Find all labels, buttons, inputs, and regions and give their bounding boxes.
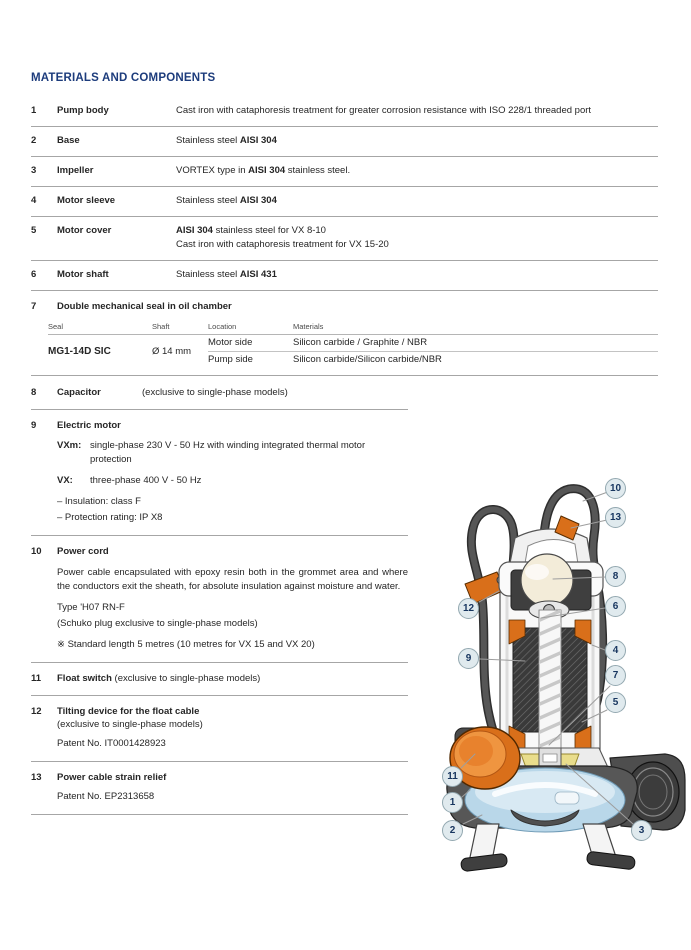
component-label: Power cord [57, 546, 109, 558]
seal-materials: Silicon carbide/Silicon carbide/NBR [293, 354, 442, 366]
component-number: 1 [31, 105, 37, 116]
component-label: Electric motor [57, 419, 121, 431]
component-description: Cast iron with cataphoresis treatment for greater corrosion resistance with ISO 228/1 threaded port [176, 105, 592, 116]
component-number: 9 [31, 419, 37, 431]
motor-spec-vx [57, 474, 408, 488]
component-row [31, 261, 658, 291]
callout-8: 8 [605, 566, 626, 587]
model-spec: single-phase 230 V - 50 Hz with winding integrated thermal motor protection [90, 439, 366, 466]
table-row [208, 335, 658, 352]
callout-4: 4 [605, 640, 626, 661]
component-label: Motor shaft [57, 269, 109, 281]
component-label: Power cable strain relief [57, 772, 167, 784]
protection-rating: – Protection rating: IP X8 [57, 512, 163, 524]
component-number: 6 [31, 269, 37, 281]
seal-location: Pump side [208, 354, 253, 366]
insulation-class: – Insulation: class F [57, 496, 141, 508]
callout-10: 10 [605, 478, 626, 499]
component-note: (exclusive to single-phase models) [57, 719, 203, 731]
seal-table-body [48, 335, 658, 368]
callout-2: 2 [442, 820, 463, 841]
component-number: 13 [31, 772, 42, 784]
component-label: Tilting device for the float cable [57, 706, 200, 718]
col-header-location: Location [208, 321, 237, 331]
callout-6: 6 [605, 596, 626, 617]
component-label: Float switch [57, 672, 112, 684]
motor-spec-vxm [57, 439, 408, 467]
callout-5: 5 [605, 692, 626, 713]
component-number: 8 [31, 386, 37, 398]
component-row [31, 217, 658, 261]
component-number: 12 [31, 706, 42, 718]
seal-location: Motor side [208, 337, 253, 349]
component-description: Stainless steel AISI 304 [176, 135, 277, 147]
row-power-cord [31, 536, 408, 663]
component-description: AISI 304 stainless steel for VX 8-10 Cast iron with cataphoresis treatment for VX 15-20 [176, 225, 389, 251]
col-header-materials: Materials [293, 321, 324, 331]
seal-shaft-diameter: Ø 14 mm [152, 345, 192, 357]
component-description: Stainless steel AISI 304 [176, 195, 277, 207]
callout-3: 3 [631, 820, 652, 841]
component-label: Base [57, 135, 80, 147]
table-row [208, 352, 658, 368]
component-note: (exclusive to single-phase models) [111, 672, 261, 684]
pump-illustration [425, 458, 691, 873]
component-number: 2 [31, 135, 37, 147]
component-list [31, 97, 658, 291]
row-capacitor [31, 376, 408, 410]
row-mechanical-seal [31, 291, 658, 375]
component-number: 3 [31, 165, 37, 177]
component-label: Double mechanical seal in oil chamber [57, 301, 232, 313]
page-title: MATERIALS AND COMPONENTS [31, 72, 216, 84]
seal-materials: Silicon carbide / Graphite / NBR [293, 337, 428, 349]
col-header-seal: Seal [48, 321, 64, 331]
component-number: 11 [31, 672, 42, 684]
schuko-note: (Schuko plug exclusive to single-phase models) [57, 617, 258, 629]
component-row [31, 157, 658, 187]
row-tilting-device [31, 696, 408, 762]
callout-9: 9 [458, 648, 479, 669]
component-number: 5 [31, 225, 37, 237]
component-label: Motor cover [57, 225, 112, 237]
cable-length-note: ※ Standard length 5 metres (10 metres for VX 15 and VX 20) [57, 638, 315, 650]
component-number: 10 [31, 546, 42, 558]
callout-7: 7 [605, 665, 626, 686]
seal-table-header [48, 322, 658, 335]
seal-spec-table [31, 322, 658, 368]
callout-13: 13 [605, 507, 626, 528]
component-description: VORTEX type in AISI 304 stainless steel. [176, 165, 351, 177]
row-float-switch [31, 663, 408, 696]
callout-12: 12 [458, 598, 479, 619]
callout-11: 11 [442, 766, 463, 787]
component-row [31, 187, 658, 217]
component-row [31, 97, 658, 127]
component-label: Impeller [57, 165, 94, 177]
component-number: 4 [31, 195, 37, 207]
component-number: 7 [31, 301, 37, 313]
model-key: VX: [57, 475, 73, 487]
component-note: (exclusive to single-phase models) [142, 386, 288, 398]
row-strain-relief [31, 762, 408, 814]
model-spec: three-phase 400 V - 50 Hz [90, 475, 202, 487]
patent-number: Patent No. EP2313658 [57, 790, 155, 802]
row-electric-motor [31, 410, 408, 537]
col-header-shaft: Shaft [152, 321, 170, 331]
narrow-component-list [31, 376, 408, 815]
component-label: Motor sleeve [57, 195, 116, 207]
component-description: Stainless steel AISI 431 [176, 269, 277, 281]
component-label: Pump body [57, 105, 109, 116]
power-cord-description: Power cable encapsulated with epoxy resin both in the grommet area and where the conductors exit the sheath, for absolute insulation against moisture and water. [57, 566, 408, 592]
patent-number: Patent No. IT0001428923 [57, 738, 166, 750]
cable-type: Type 'H07 RN-F [57, 601, 125, 613]
component-label: Capacitor [57, 386, 101, 398]
model-key: VXm: [57, 439, 82, 451]
callout-1: 1 [442, 792, 463, 813]
seal-model: MG1-14D SIC [48, 345, 111, 357]
component-row [31, 127, 658, 157]
